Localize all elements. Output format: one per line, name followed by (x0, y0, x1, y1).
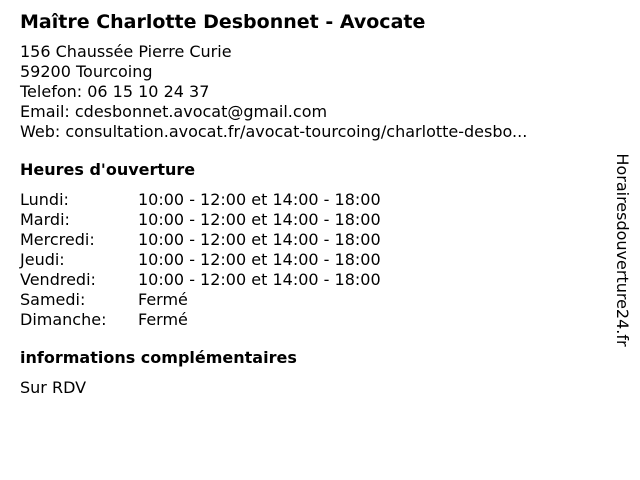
hours-row-mardi (20, 210, 590, 230)
day-label: Jeudi: (20, 250, 65, 269)
opening-hours-table (20, 190, 590, 330)
day-label: Dimanche: (20, 310, 107, 329)
website-url: Web: consultation.avocat.fr/avocat-tourcoing/charlotte-desbo... (20, 122, 528, 141)
contact-block (20, 42, 590, 142)
street-address: 156 Chaussée Pierre Curie (20, 42, 232, 61)
day-label: Mercredi: (20, 230, 95, 249)
hours-row-jeudi (20, 250, 590, 270)
day-label: Mardi: (20, 210, 70, 229)
day-hours: 10:00 - 12:00 et 14:00 - 18:00 (138, 250, 381, 269)
day-hours: 10:00 - 12:00 et 14:00 - 18:00 (138, 190, 381, 209)
day-hours: Fermé (138, 310, 188, 329)
day-hours: 10:00 - 12:00 et 14:00 - 18:00 (138, 230, 381, 249)
hours-row-lundi (20, 190, 590, 210)
day-label: Lundi: (20, 190, 69, 209)
hours-row-mercredi (20, 230, 590, 250)
business-title: Maître Charlotte Desbonnet - Avocate (20, 11, 426, 33)
phone-number: Telefon: 06 15 10 24 37 (20, 82, 210, 101)
day-hours: 10:00 - 12:00 et 14:00 - 18:00 (138, 210, 381, 229)
hours-row-dimanche (20, 310, 590, 330)
city-postcode: 59200 Tourcoing (20, 62, 153, 81)
day-label: Samedi: (20, 290, 86, 309)
opening-hours-heading: Heures d'ouverture (20, 160, 196, 179)
day-label: Vendredi: (20, 270, 96, 289)
additional-info-text: Sur RDV (20, 378, 87, 397)
vertical-brand-watermark: Horairesdouverture24.fr (613, 153, 632, 347)
additional-info-heading: informations complémentaires (20, 348, 297, 367)
day-hours: 10:00 - 12:00 et 14:00 - 18:00 (138, 270, 381, 289)
hours-row-vendredi (20, 270, 590, 290)
day-hours: Fermé (138, 290, 188, 309)
email-address: Email: cdesbonnet.avocat@gmail.com (20, 102, 328, 121)
hours-row-samedi (20, 290, 590, 310)
business-card (20, 10, 590, 398)
